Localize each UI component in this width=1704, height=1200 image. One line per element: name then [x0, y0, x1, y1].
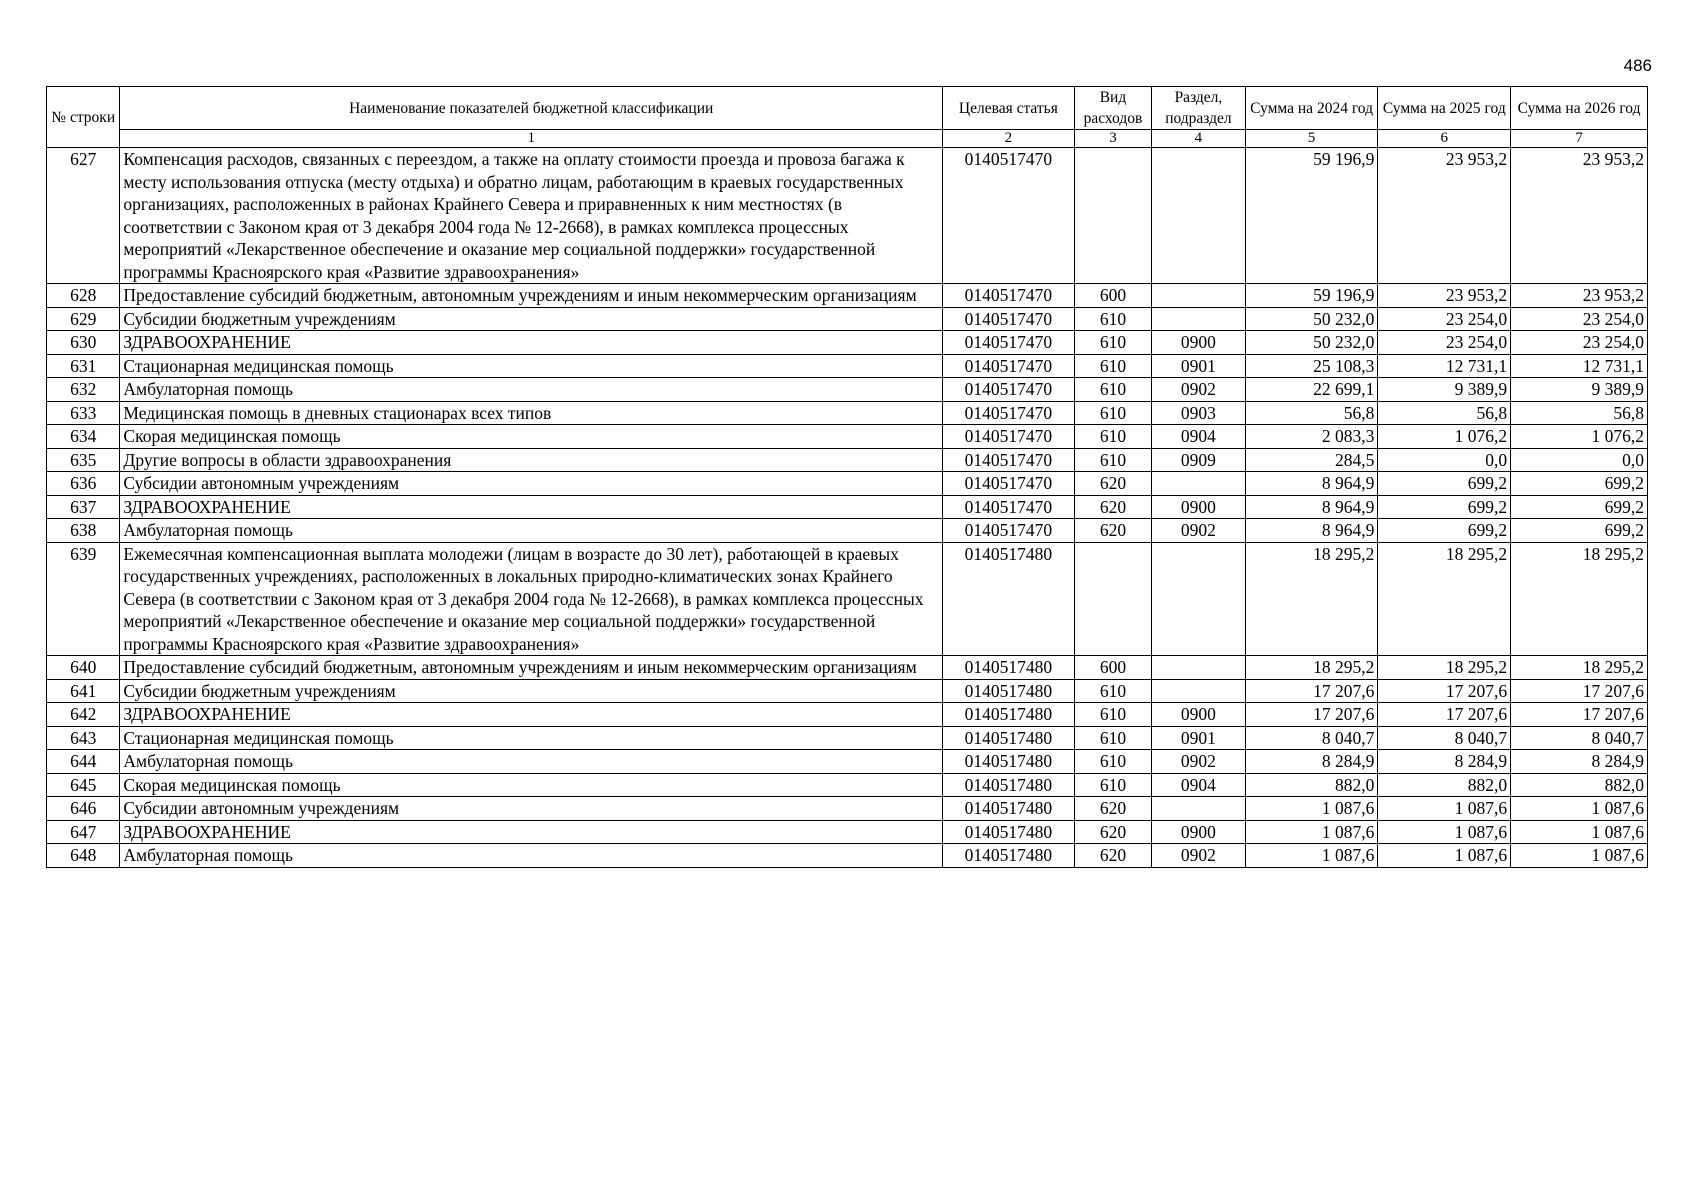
sum-2024: 284,5: [1245, 448, 1378, 472]
sum-2026: 882,0: [1511, 773, 1648, 797]
column-number: 6: [1378, 130, 1511, 148]
header-sum-2026: Сумма на 2026 год: [1511, 87, 1648, 130]
expense-type: 620: [1074, 844, 1151, 868]
table-row: [47, 425, 1648, 449]
column-number-row: [47, 130, 1648, 148]
row-number: 648: [47, 844, 120, 868]
header-sum-2025: Сумма на 2025 год: [1378, 87, 1511, 130]
sum-2026: 23 254,0: [1511, 331, 1648, 355]
expense-type: 610: [1074, 331, 1151, 355]
table-row: [47, 519, 1648, 543]
sum-2024: 1 087,6: [1245, 797, 1378, 821]
target-article: 0140517480: [943, 726, 1075, 750]
sum-2026: 0,0: [1511, 448, 1648, 472]
expense-type: 610: [1074, 703, 1151, 727]
expense-type: 620: [1074, 797, 1151, 821]
section-code: 0900: [1152, 820, 1246, 844]
sum-2024: 18 295,2: [1245, 542, 1378, 656]
target-article: 0140517470: [943, 354, 1075, 378]
row-name: Стационарная медицинская помощь: [120, 354, 943, 378]
sum-2024: 25 108,3: [1245, 354, 1378, 378]
target-article: 0140517480: [943, 542, 1075, 656]
section-code: 0909: [1152, 448, 1246, 472]
sum-2026: 18 295,2: [1511, 542, 1648, 656]
section-code: 0903: [1152, 401, 1246, 425]
sum-2026: 12 731,1: [1511, 354, 1648, 378]
sum-2026: 1 087,6: [1511, 797, 1648, 821]
row-name: Субсидии бюджетным учреждениям: [120, 307, 943, 331]
sum-2026: 23 254,0: [1511, 307, 1648, 331]
sum-2026: 9 389,9: [1511, 378, 1648, 402]
target-article: 0140517480: [943, 703, 1075, 727]
row-name: ЗДРАВООХРАНЕНИЕ: [120, 820, 943, 844]
sum-2024: 8 040,7: [1245, 726, 1378, 750]
header-section: Раздел, подраздел: [1152, 87, 1246, 130]
column-number: 1: [120, 130, 943, 148]
table-row: [47, 820, 1648, 844]
table-row: [47, 703, 1648, 727]
sum-2025: 12 731,1: [1378, 354, 1511, 378]
sum-2025: 1 087,6: [1378, 820, 1511, 844]
sum-2025: 9 389,9: [1378, 378, 1511, 402]
target-article: 0140517470: [943, 148, 1075, 284]
sum-2026: 699,2: [1511, 495, 1648, 519]
sum-2026: 1 087,6: [1511, 820, 1648, 844]
sum-2024: 56,8: [1245, 401, 1378, 425]
target-article: 0140517480: [943, 820, 1075, 844]
sum-2024: 8 964,9: [1245, 472, 1378, 496]
sum-2025: 23 953,2: [1378, 284, 1511, 308]
header-row-number: № строки: [47, 87, 120, 148]
sum-2024: 22 699,1: [1245, 378, 1378, 402]
section-code: [1152, 148, 1246, 284]
row-name: Субсидии автономным учреждениям: [120, 472, 943, 496]
column-number: 4: [1152, 130, 1246, 148]
table-row: [47, 726, 1648, 750]
row-name: Ежемесячная компенсационная выплата молодежи (лицам в возрасте до 30 лет), работающей в краевых государственных учреждениях, расположенных в локальных природно-климатических зонах Крайнего Севера (в соответствии с Законом края от 3 декабря 2004 года № 12-2668), в рамках комплекса процессных мероприятий «Лекарственное обеспечение и оказание мер социальной поддержки» государственной программы Красноярского края «Развитие здравоохранения»: [120, 542, 943, 656]
column-number: 7: [1511, 130, 1648, 148]
section-code: 0904: [1152, 773, 1246, 797]
header-target-article: Целевая статья: [943, 87, 1075, 130]
row-name: Амбулаторная помощь: [120, 844, 943, 868]
sum-2025: 882,0: [1378, 773, 1511, 797]
target-article: 0140517470: [943, 472, 1075, 496]
sum-2026: 699,2: [1511, 519, 1648, 543]
sum-2025: 23 254,0: [1378, 331, 1511, 355]
expense-type: 620: [1074, 820, 1151, 844]
row-name: Субсидии бюджетным учреждениям: [120, 679, 943, 703]
sum-2026: 8 284,9: [1511, 750, 1648, 774]
table-row: [47, 401, 1648, 425]
sum-2025: 8 284,9: [1378, 750, 1511, 774]
section-code: 0902: [1152, 750, 1246, 774]
row-name: ЗДРАВООХРАНЕНИЕ: [120, 331, 943, 355]
row-number: 637: [47, 495, 120, 519]
sum-2026: 699,2: [1511, 472, 1648, 496]
expense-type: 610: [1074, 750, 1151, 774]
sum-2024: 18 295,2: [1245, 656, 1378, 680]
column-number: 2: [943, 130, 1075, 148]
sum-2024: 2 083,3: [1245, 425, 1378, 449]
row-number: 646: [47, 797, 120, 821]
sum-2026: 17 207,6: [1511, 703, 1648, 727]
section-code: [1152, 284, 1246, 308]
row-name: Амбулаторная помощь: [120, 750, 943, 774]
sum-2024: 1 087,6: [1245, 820, 1378, 844]
section-code: 0904: [1152, 425, 1246, 449]
sum-2026: 23 953,2: [1511, 284, 1648, 308]
table-row: [47, 656, 1648, 680]
row-number: 647: [47, 820, 120, 844]
table-row: [47, 750, 1648, 774]
sum-2025: 18 295,2: [1378, 656, 1511, 680]
table-row: [47, 495, 1648, 519]
header-name: Наименование показателей бюджетной классификации: [120, 87, 943, 130]
section-code: 0901: [1152, 726, 1246, 750]
budget-table: [46, 86, 1648, 868]
row-name: Медицинская помощь в дневных стационарах всех типов: [120, 401, 943, 425]
target-article: 0140517480: [943, 750, 1075, 774]
table-row: [47, 472, 1648, 496]
target-article: 0140517470: [943, 519, 1075, 543]
row-name: Другие вопросы в области здравоохранения: [120, 448, 943, 472]
sum-2025: 1 087,6: [1378, 797, 1511, 821]
row-number: 630: [47, 331, 120, 355]
expense-type: 610: [1074, 401, 1151, 425]
expense-type: 610: [1074, 378, 1151, 402]
row-number: 634: [47, 425, 120, 449]
expense-type: 620: [1074, 495, 1151, 519]
target-article: 0140517480: [943, 844, 1075, 868]
sum-2025: 18 295,2: [1378, 542, 1511, 656]
sum-2024: 17 207,6: [1245, 703, 1378, 727]
sum-2024: 17 207,6: [1245, 679, 1378, 703]
row-name: Скорая медицинская помощь: [120, 425, 943, 449]
table-row: [47, 542, 1648, 656]
section-code: 0901: [1152, 354, 1246, 378]
section-code: 0902: [1152, 519, 1246, 543]
column-number: 3: [1074, 130, 1151, 148]
section-code: 0900: [1152, 495, 1246, 519]
column-number: 5: [1245, 130, 1378, 148]
target-article: 0140517470: [943, 448, 1075, 472]
target-article: 0140517470: [943, 495, 1075, 519]
sum-2025: 699,2: [1378, 472, 1511, 496]
expense-type: 620: [1074, 519, 1151, 543]
section-code: 0900: [1152, 331, 1246, 355]
target-article: 0140517480: [943, 797, 1075, 821]
table-row: [47, 331, 1648, 355]
table-body: [47, 148, 1648, 868]
sum-2026: 17 207,6: [1511, 679, 1648, 703]
table-row: [47, 284, 1648, 308]
sum-2025: 17 207,6: [1378, 679, 1511, 703]
target-article: 0140517480: [943, 773, 1075, 797]
row-number: 627: [47, 148, 120, 284]
row-number: 636: [47, 472, 120, 496]
expense-type: 600: [1074, 656, 1151, 680]
row-name: Субсидии автономным учреждениям: [120, 797, 943, 821]
row-name: ЗДРАВООХРАНЕНИЕ: [120, 703, 943, 727]
row-number: 642: [47, 703, 120, 727]
row-number: 639: [47, 542, 120, 656]
sum-2025: 1 076,2: [1378, 425, 1511, 449]
expense-type: 610: [1074, 448, 1151, 472]
target-article: 0140517470: [943, 378, 1075, 402]
sum-2025: 699,2: [1378, 519, 1511, 543]
expense-type: 610: [1074, 425, 1151, 449]
sum-2026: 8 040,7: [1511, 726, 1648, 750]
target-article: 0140517470: [943, 425, 1075, 449]
section-code: [1152, 542, 1246, 656]
header-sum-2024: Сумма на 2024 год: [1245, 87, 1378, 130]
sum-2025: 1 087,6: [1378, 844, 1511, 868]
sum-2024: 8 964,9: [1245, 495, 1378, 519]
header-expense-type: Вид расходов: [1074, 87, 1151, 130]
section-code: [1152, 307, 1246, 331]
row-number: 633: [47, 401, 120, 425]
expense-type: [1074, 542, 1151, 656]
table-row: [47, 378, 1648, 402]
section-code: 0900: [1152, 703, 1246, 727]
table-row: [47, 773, 1648, 797]
row-number: 645: [47, 773, 120, 797]
table-row: [47, 148, 1648, 284]
row-number: 629: [47, 307, 120, 331]
sum-2025: 8 040,7: [1378, 726, 1511, 750]
row-name: Амбулаторная помощь: [120, 519, 943, 543]
section-code: 0902: [1152, 378, 1246, 402]
table-row: [47, 354, 1648, 378]
row-name: Скорая медицинская помощь: [120, 773, 943, 797]
row-name: Предоставление субсидий бюджетным, автономным учреждениям и иным некоммерческим организациям: [120, 656, 943, 680]
table-row: [47, 307, 1648, 331]
sum-2024: 1 087,6: [1245, 844, 1378, 868]
sum-2024: 8 964,9: [1245, 519, 1378, 543]
sum-2025: 0,0: [1378, 448, 1511, 472]
sum-2025: 699,2: [1378, 495, 1511, 519]
target-article: 0140517470: [943, 331, 1075, 355]
row-number: 641: [47, 679, 120, 703]
sum-2024: 50 232,0: [1245, 331, 1378, 355]
row-name: Амбулаторная помощь: [120, 378, 943, 402]
target-article: 0140517480: [943, 679, 1075, 703]
section-code: 0902: [1152, 844, 1246, 868]
row-number: 644: [47, 750, 120, 774]
page-number: 486: [1623, 56, 1652, 75]
sum-2025: 17 207,6: [1378, 703, 1511, 727]
row-number: 635: [47, 448, 120, 472]
row-number: 628: [47, 284, 120, 308]
expense-type: 610: [1074, 773, 1151, 797]
sum-2026: 56,8: [1511, 401, 1648, 425]
expense-type: 610: [1074, 307, 1151, 331]
table-row: [47, 844, 1648, 868]
expense-type: 620: [1074, 472, 1151, 496]
sum-2024: 8 284,9: [1245, 750, 1378, 774]
section-code: [1152, 472, 1246, 496]
expense-type: 610: [1074, 679, 1151, 703]
sum-2025: 56,8: [1378, 401, 1511, 425]
target-article: 0140517470: [943, 284, 1075, 308]
header-row: [47, 87, 1648, 130]
sum-2026: 23 953,2: [1511, 148, 1648, 284]
row-name: Предоставление субсидий бюджетным, автономным учреждениям и иным некоммерческим организациям: [120, 284, 943, 308]
expense-type: 610: [1074, 354, 1151, 378]
row-name: Компенсация расходов, связанных с переездом, а также на оплату стоимости проезда и провоза багажа к месту использования отпуска (месту отдыха) и обратно лицам, работающим в краевых государственных организациях, расположенных в районах Крайнего Севера и приравненных к ним местностях (в соответствии с Законом края от 3 декабря 2004 года № 12-2668), в рамках комплекса процессных мероприятий «Лекарственное обеспечение и оказание мер социальной поддержки» государственной программы Красноярского края «Развитие здравоохранения»: [120, 148, 943, 284]
sum-2026: 1 076,2: [1511, 425, 1648, 449]
target-article: 0140517470: [943, 401, 1075, 425]
table-row: [47, 679, 1648, 703]
expense-type: [1074, 148, 1151, 284]
sum-2025: 23 953,2: [1378, 148, 1511, 284]
target-article: 0140517480: [943, 656, 1075, 680]
section-code: [1152, 797, 1246, 821]
row-name: ЗДРАВООХРАНЕНИЕ: [120, 495, 943, 519]
section-code: [1152, 679, 1246, 703]
row-number: 640: [47, 656, 120, 680]
sum-2026: 1 087,6: [1511, 844, 1648, 868]
row-number: 643: [47, 726, 120, 750]
sum-2024: 59 196,9: [1245, 284, 1378, 308]
sum-2024: 50 232,0: [1245, 307, 1378, 331]
sum-2024: 59 196,9: [1245, 148, 1378, 284]
row-name: Стационарная медицинская помощь: [120, 726, 943, 750]
row-number: 632: [47, 378, 120, 402]
section-code: [1152, 656, 1246, 680]
expense-type: 610: [1074, 726, 1151, 750]
row-number: 631: [47, 354, 120, 378]
target-article: 0140517470: [943, 307, 1075, 331]
table-row: [47, 797, 1648, 821]
sum-2024: 882,0: [1245, 773, 1378, 797]
sum-2025: 23 254,0: [1378, 307, 1511, 331]
row-number: 638: [47, 519, 120, 543]
sum-2026: 18 295,2: [1511, 656, 1648, 680]
expense-type: 600: [1074, 284, 1151, 308]
table-row: [47, 448, 1648, 472]
